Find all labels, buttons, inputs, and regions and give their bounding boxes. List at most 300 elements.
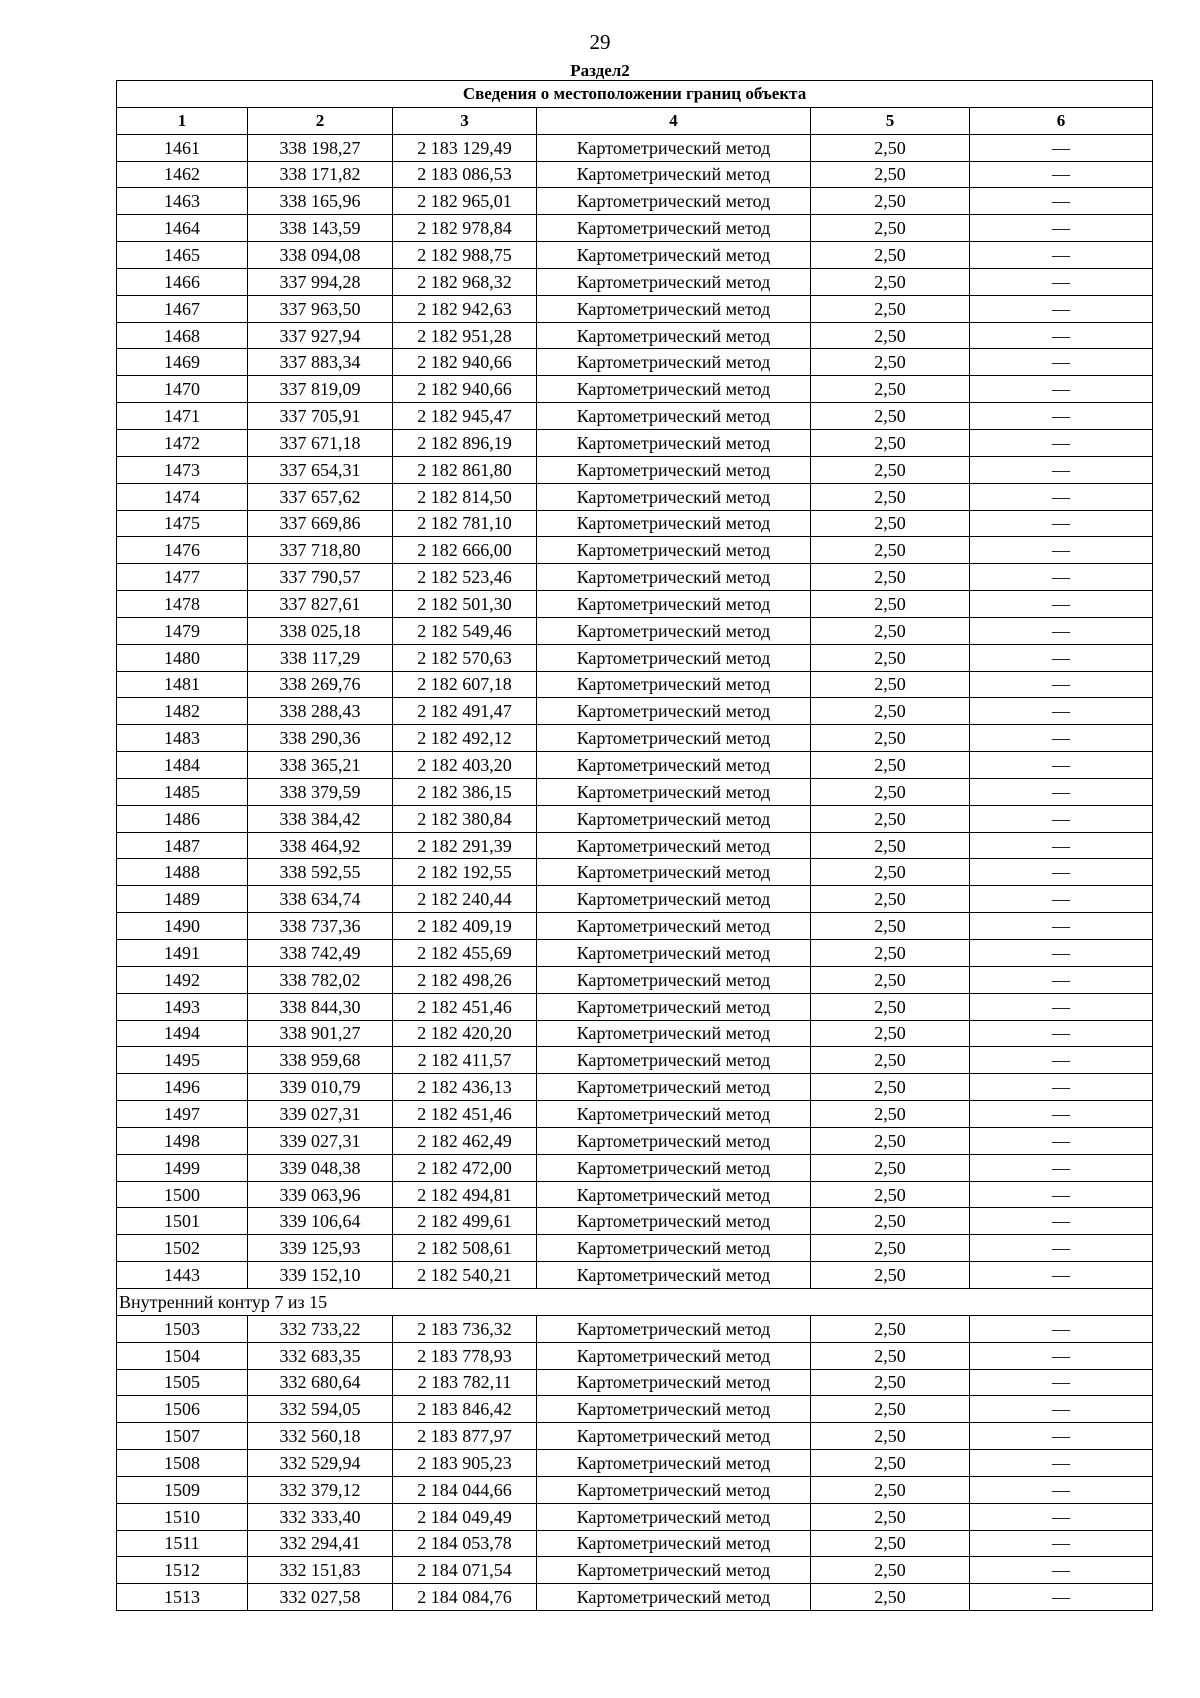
table-cell: — xyxy=(970,188,1153,215)
table-cell: 1483 xyxy=(117,725,248,752)
table-row xyxy=(117,725,1153,752)
table-cell: Картометрический метод xyxy=(537,1584,811,1611)
column-number: 3 xyxy=(393,107,537,134)
table-cell: 338 269,76 xyxy=(248,671,393,698)
table-cell: — xyxy=(970,376,1153,403)
table-cell: Картометрический метод xyxy=(537,698,811,725)
table-row xyxy=(117,456,1153,483)
table-cell: 2 182 494,81 xyxy=(393,1181,537,1208)
table-row xyxy=(117,1557,1153,1584)
table-cell: 2,50 xyxy=(811,1315,970,1342)
table-cell: 1497 xyxy=(117,1101,248,1128)
table-cell: — xyxy=(970,1342,1153,1369)
table-cell: 2,50 xyxy=(811,1235,970,1262)
table-cell: 2,50 xyxy=(811,403,970,430)
table-row xyxy=(117,671,1153,698)
column-number: 1 xyxy=(117,107,248,134)
table-cell: 2 182 492,12 xyxy=(393,725,537,752)
table-cell: 1504 xyxy=(117,1342,248,1369)
table-cell: 337 819,09 xyxy=(248,376,393,403)
table-cell: 332 333,40 xyxy=(248,1503,393,1530)
table-cell: Картометрический метод xyxy=(537,940,811,967)
table-cell: 2,50 xyxy=(811,591,970,618)
table-row xyxy=(117,1208,1153,1235)
table-cell: — xyxy=(970,644,1153,671)
table-cell: 2 182 455,69 xyxy=(393,940,537,967)
table-row xyxy=(117,1262,1153,1289)
table-cell: Картометрический метод xyxy=(537,1476,811,1503)
table-cell: 1465 xyxy=(117,242,248,269)
table-cell: 337 669,86 xyxy=(248,510,393,537)
table-cell: 1507 xyxy=(117,1423,248,1450)
table-row xyxy=(117,376,1153,403)
table-cell: 338 782,02 xyxy=(248,966,393,993)
table-cell: — xyxy=(970,1208,1153,1235)
table-cell: 2,50 xyxy=(811,1020,970,1047)
table-cell: 2 182 814,50 xyxy=(393,483,537,510)
table-caption: Сведения о местоположении границ объекта xyxy=(117,81,1153,108)
table-cell: 1476 xyxy=(117,537,248,564)
table-cell: 2,50 xyxy=(811,1584,970,1611)
table-cell: — xyxy=(970,1476,1153,1503)
table-cell: 1495 xyxy=(117,1047,248,1074)
table-cell: 2,50 xyxy=(811,510,970,537)
table-cell: — xyxy=(970,510,1153,537)
table-cell: 338 464,92 xyxy=(248,832,393,859)
table-cell: 2 184 049,49 xyxy=(393,1503,537,1530)
table-cell: — xyxy=(970,1396,1153,1423)
table-row xyxy=(117,1450,1153,1477)
contour-row xyxy=(117,1288,1153,1315)
table-cell: 2 182 666,00 xyxy=(393,537,537,564)
table-cell: 2 182 508,61 xyxy=(393,1235,537,1262)
table-cell: 2 182 240,44 xyxy=(393,886,537,913)
table-cell: — xyxy=(970,993,1153,1020)
table-row xyxy=(117,483,1153,510)
table-cell: 2,50 xyxy=(811,940,970,967)
table-cell: 2 182 607,18 xyxy=(393,671,537,698)
table-cell: — xyxy=(970,242,1153,269)
table-row xyxy=(117,1235,1153,1262)
table-cell: 339 125,93 xyxy=(248,1235,393,1262)
table-cell: 337 927,94 xyxy=(248,322,393,349)
table-row xyxy=(117,188,1153,215)
table-cell: 2 182 781,10 xyxy=(393,510,537,537)
table-row xyxy=(117,1584,1153,1611)
table-cell: 2,50 xyxy=(811,161,970,188)
table-cell: 338 384,42 xyxy=(248,805,393,832)
table-cell: — xyxy=(970,295,1153,322)
table-cell: 338 959,68 xyxy=(248,1047,393,1074)
table-cell: 339 010,79 xyxy=(248,1074,393,1101)
table-cell: 2,50 xyxy=(811,993,970,1020)
table-caption-row xyxy=(117,81,1153,108)
table-cell: — xyxy=(970,1423,1153,1450)
table-cell: 2 183 846,42 xyxy=(393,1396,537,1423)
table-cell: 2 182 523,46 xyxy=(393,564,537,591)
table-cell: 1509 xyxy=(117,1476,248,1503)
table-cell: 1471 xyxy=(117,403,248,430)
table-cell: — xyxy=(970,966,1153,993)
table-cell: Картометрический метод xyxy=(537,456,811,483)
table-cell: Картометрический метод xyxy=(537,510,811,537)
table-row xyxy=(117,617,1153,644)
table-cell: 2,50 xyxy=(811,698,970,725)
table-cell: 337 657,62 xyxy=(248,483,393,510)
table-cell: — xyxy=(970,671,1153,698)
table-cell: 338 288,43 xyxy=(248,698,393,725)
table-cell: — xyxy=(970,1020,1153,1047)
table-cell: 337 671,18 xyxy=(248,429,393,456)
table-cell: 2,50 xyxy=(811,268,970,295)
table-cell: — xyxy=(970,134,1153,161)
table-cell: — xyxy=(970,349,1153,376)
table-row xyxy=(117,1101,1153,1128)
table-cell: — xyxy=(970,322,1153,349)
table-cell: 337 994,28 xyxy=(248,268,393,295)
table-cell: Картометрический метод xyxy=(537,1369,811,1396)
table-cell: 2,50 xyxy=(811,1154,970,1181)
table-cell: 2 182 540,21 xyxy=(393,1262,537,1289)
table-cell: 2,50 xyxy=(811,322,970,349)
table-cell: 332 027,58 xyxy=(248,1584,393,1611)
table-row xyxy=(117,1020,1153,1047)
table-row xyxy=(117,805,1153,832)
table-row xyxy=(117,644,1153,671)
table-cell: 2,50 xyxy=(811,913,970,940)
table-cell: 332 151,83 xyxy=(248,1557,393,1584)
table-cell: 2,50 xyxy=(811,1503,970,1530)
table-cell: 2 182 472,00 xyxy=(393,1154,537,1181)
table-cell: 1513 xyxy=(117,1584,248,1611)
table-cell: — xyxy=(970,752,1153,779)
table-cell: 1494 xyxy=(117,1020,248,1047)
table-cell: 1503 xyxy=(117,1315,248,1342)
table-cell: Картометрический метод xyxy=(537,1235,811,1262)
table-cell: 1493 xyxy=(117,993,248,1020)
table-cell: Картометрический метод xyxy=(537,1101,811,1128)
table-cell: 337 790,57 xyxy=(248,564,393,591)
table-cell: 2 182 291,39 xyxy=(393,832,537,859)
table-cell: 1473 xyxy=(117,456,248,483)
table-row xyxy=(117,1154,1153,1181)
table-row xyxy=(117,1315,1153,1342)
table-cell: 339 152,10 xyxy=(248,1262,393,1289)
table-cell: 2 182 940,66 xyxy=(393,376,537,403)
table-row xyxy=(117,698,1153,725)
table-cell: 338 094,08 xyxy=(248,242,393,269)
table-cell: 332 379,12 xyxy=(248,1476,393,1503)
table-cell: 338 290,36 xyxy=(248,725,393,752)
table-cell: 1468 xyxy=(117,322,248,349)
table-cell: 1469 xyxy=(117,349,248,376)
table-cell: 1472 xyxy=(117,429,248,456)
table-cell: 2,50 xyxy=(811,1208,970,1235)
table-cell: 2 182 409,19 xyxy=(393,913,537,940)
contour-label: Внутренний контур 7 из 15 xyxy=(117,1288,1153,1315)
table-cell: 2 182 420,20 xyxy=(393,1020,537,1047)
table-cell: Картометрический метод xyxy=(537,429,811,456)
table-cell: Картометрический метод xyxy=(537,1208,811,1235)
table-cell: 2 183 782,11 xyxy=(393,1369,537,1396)
table-cell: 2,50 xyxy=(811,1127,970,1154)
table-cell: 1462 xyxy=(117,161,248,188)
table-cell: 1505 xyxy=(117,1369,248,1396)
table-cell: 2,50 xyxy=(811,859,970,886)
table-cell: Картометрический метод xyxy=(537,1262,811,1289)
table-row xyxy=(117,295,1153,322)
table-cell: 2 182 411,57 xyxy=(393,1047,537,1074)
table-cell: 2 182 951,28 xyxy=(393,322,537,349)
table-cell: Картометрический метод xyxy=(537,268,811,295)
table-cell: — xyxy=(970,859,1153,886)
table-cell: 337 963,50 xyxy=(248,295,393,322)
table-cell: 338 198,27 xyxy=(248,134,393,161)
table-cell: 339 027,31 xyxy=(248,1101,393,1128)
table-cell: 2,50 xyxy=(811,349,970,376)
table-row xyxy=(117,886,1153,913)
table-cell: Картометрический метод xyxy=(537,832,811,859)
table-cell: — xyxy=(970,1315,1153,1342)
table-cell: — xyxy=(970,1530,1153,1557)
table-cell: Картометрический метод xyxy=(537,913,811,940)
table-cell: 338 737,36 xyxy=(248,913,393,940)
table-cell: 338 143,59 xyxy=(248,215,393,242)
table-cell: 2 182 499,61 xyxy=(393,1208,537,1235)
table-cell: — xyxy=(970,1127,1153,1154)
table-cell: 2 183 905,23 xyxy=(393,1450,537,1477)
table-cell: 1481 xyxy=(117,671,248,698)
table-cell: Картометрический метод xyxy=(537,1396,811,1423)
table-cell: 2 182 501,30 xyxy=(393,591,537,618)
table-body xyxy=(117,134,1153,1610)
table-cell: Картометрический метод xyxy=(537,1503,811,1530)
table-cell: 1443 xyxy=(117,1262,248,1289)
table-cell: 2,50 xyxy=(811,295,970,322)
table-cell: — xyxy=(970,429,1153,456)
table-cell: — xyxy=(970,1557,1153,1584)
table-cell: 1463 xyxy=(117,188,248,215)
table-row xyxy=(117,1181,1153,1208)
table-row xyxy=(117,322,1153,349)
table-row xyxy=(117,778,1153,805)
table-cell: 2,50 xyxy=(811,376,970,403)
table-cell: 2 182 403,20 xyxy=(393,752,537,779)
table-cell: Картометрический метод xyxy=(537,1315,811,1342)
table-row xyxy=(117,268,1153,295)
table-cell: 2,50 xyxy=(811,1476,970,1503)
table-cell: 332 294,41 xyxy=(248,1530,393,1557)
coordinates-table xyxy=(116,80,1153,1611)
table-cell: 338 592,55 xyxy=(248,859,393,886)
table-cell: Картометрический метод xyxy=(537,134,811,161)
table-cell: — xyxy=(970,161,1153,188)
table-cell: — xyxy=(970,1074,1153,1101)
table-cell: Картометрический метод xyxy=(537,1423,811,1450)
table-cell: 338 844,30 xyxy=(248,993,393,1020)
table-cell: 338 117,29 xyxy=(248,644,393,671)
table-row xyxy=(117,913,1153,940)
column-number: 2 xyxy=(248,107,393,134)
table-cell: — xyxy=(970,403,1153,430)
table-cell: 1506 xyxy=(117,1396,248,1423)
table-cell: 338 165,96 xyxy=(248,188,393,215)
table-cell: 2,50 xyxy=(811,1423,970,1450)
table-row xyxy=(117,134,1153,161)
table-cell: 2 184 084,76 xyxy=(393,1584,537,1611)
table-cell: Картометрический метод xyxy=(537,752,811,779)
table-cell: Картометрический метод xyxy=(537,859,811,886)
column-number: 5 xyxy=(811,107,970,134)
table-cell: 2 182 965,01 xyxy=(393,188,537,215)
table-cell: 332 680,64 xyxy=(248,1369,393,1396)
table-cell: 1489 xyxy=(117,886,248,913)
table-cell: — xyxy=(970,456,1153,483)
table-cell: 2,50 xyxy=(811,1074,970,1101)
table-cell: 2,50 xyxy=(811,1342,970,1369)
table-cell: 2,50 xyxy=(811,134,970,161)
table-cell: 2,50 xyxy=(811,644,970,671)
table-cell: 1486 xyxy=(117,805,248,832)
table-cell: 1464 xyxy=(117,215,248,242)
table-row xyxy=(117,1074,1153,1101)
table-row xyxy=(117,161,1153,188)
table-cell: 2,50 xyxy=(811,1181,970,1208)
table-cell: — xyxy=(970,698,1153,725)
table-cell: 2,50 xyxy=(811,483,970,510)
table-row xyxy=(117,564,1153,591)
table-cell: 1499 xyxy=(117,1154,248,1181)
table-row xyxy=(117,1342,1153,1369)
table-cell: 2 182 978,84 xyxy=(393,215,537,242)
table-cell: 2 182 940,66 xyxy=(393,349,537,376)
table-cell: 332 733,22 xyxy=(248,1315,393,1342)
table-cell: 1488 xyxy=(117,859,248,886)
table-cell: 2,50 xyxy=(811,1450,970,1477)
table-row xyxy=(117,1530,1153,1557)
table-cell: 338 171,82 xyxy=(248,161,393,188)
table-cell: Картометрический метод xyxy=(537,993,811,1020)
table-cell: 1492 xyxy=(117,966,248,993)
table-cell: Картометрический метод xyxy=(537,188,811,215)
table-cell: 2 182 549,46 xyxy=(393,617,537,644)
table-row xyxy=(117,403,1153,430)
table-cell: 339 106,64 xyxy=(248,1208,393,1235)
table-row xyxy=(117,537,1153,564)
table-row xyxy=(117,859,1153,886)
table-cell: 2 182 192,55 xyxy=(393,859,537,886)
table-cell: 2,50 xyxy=(811,1530,970,1557)
table-cell: 2,50 xyxy=(811,564,970,591)
table-cell: 337 718,80 xyxy=(248,537,393,564)
table-cell: Картометрический метод xyxy=(537,778,811,805)
table-cell: 1485 xyxy=(117,778,248,805)
table-cell: Картометрический метод xyxy=(537,537,811,564)
table-cell: — xyxy=(970,913,1153,940)
table-cell: 2 182 462,49 xyxy=(393,1127,537,1154)
table-cell: 1461 xyxy=(117,134,248,161)
page-number: 29 xyxy=(589,30,611,54)
table-cell: Картометрический метод xyxy=(537,1127,811,1154)
table-cell: Картометрический метод xyxy=(537,564,811,591)
table-cell: 1508 xyxy=(117,1450,248,1477)
table-cell: — xyxy=(970,564,1153,591)
table-cell: 1482 xyxy=(117,698,248,725)
table-cell: 1479 xyxy=(117,617,248,644)
table-cell: 2 182 896,19 xyxy=(393,429,537,456)
table-cell: 2,50 xyxy=(811,1101,970,1128)
table-cell: 1480 xyxy=(117,644,248,671)
table-cell: Картометрический метод xyxy=(537,886,811,913)
table-cell: Картометрический метод xyxy=(537,1557,811,1584)
table-row xyxy=(117,752,1153,779)
table-cell: — xyxy=(970,886,1153,913)
table-cell: — xyxy=(970,1369,1153,1396)
table-cell: 2,50 xyxy=(811,752,970,779)
table-cell: 339 027,31 xyxy=(248,1127,393,1154)
table-cell: 1511 xyxy=(117,1530,248,1557)
table-row xyxy=(117,349,1153,376)
section-title: Раздел2 xyxy=(570,61,630,80)
table-cell: — xyxy=(970,725,1153,752)
table-cell: Картометрический метод xyxy=(537,1154,811,1181)
table-row xyxy=(117,510,1153,537)
table-cell: 2 182 491,47 xyxy=(393,698,537,725)
table-row xyxy=(117,1423,1153,1450)
table-cell: 2,50 xyxy=(811,1369,970,1396)
table-row xyxy=(117,429,1153,456)
table-cell: 2 182 436,13 xyxy=(393,1074,537,1101)
table-cell: 2 182 380,84 xyxy=(393,805,537,832)
table-cell: Картометрический метод xyxy=(537,805,811,832)
table-cell: 2,50 xyxy=(811,188,970,215)
table-cell: 2,50 xyxy=(811,215,970,242)
table-row xyxy=(117,1503,1153,1530)
table-cell: 2 183 129,49 xyxy=(393,134,537,161)
table-cell: Картометрический метод xyxy=(537,671,811,698)
column-number: 4 xyxy=(537,107,811,134)
table-cell: 332 683,35 xyxy=(248,1342,393,1369)
table-row xyxy=(117,1127,1153,1154)
table-cell: — xyxy=(970,1584,1153,1611)
table-row xyxy=(117,1396,1153,1423)
table-cell: 2,50 xyxy=(811,242,970,269)
table-cell: 2,50 xyxy=(811,671,970,698)
table-cell: Картометрический метод xyxy=(537,1450,811,1477)
table-cell: — xyxy=(970,832,1153,859)
table-cell: 1477 xyxy=(117,564,248,591)
table-cell: — xyxy=(970,1235,1153,1262)
table-cell: 338 634,74 xyxy=(248,886,393,913)
table-cell: 2 182 945,47 xyxy=(393,403,537,430)
table-cell: Картометрический метод xyxy=(537,966,811,993)
table-cell: Картометрический метод xyxy=(537,1342,811,1369)
table-cell: 2 184 071,54 xyxy=(393,1557,537,1584)
table-cell: 338 025,18 xyxy=(248,617,393,644)
table-row xyxy=(117,215,1153,242)
table-row xyxy=(117,940,1153,967)
table-cell: 2 183 086,53 xyxy=(393,161,537,188)
table-cell: Картометрический метод xyxy=(537,1074,811,1101)
table-row xyxy=(117,1476,1153,1503)
table-cell: Картометрический метод xyxy=(537,591,811,618)
table-cell: — xyxy=(970,1101,1153,1128)
table-cell: Картометрический метод xyxy=(537,349,811,376)
table-cell: — xyxy=(970,537,1153,564)
table-row xyxy=(117,993,1153,1020)
table-cell: 2,50 xyxy=(811,886,970,913)
table-cell: — xyxy=(970,805,1153,832)
